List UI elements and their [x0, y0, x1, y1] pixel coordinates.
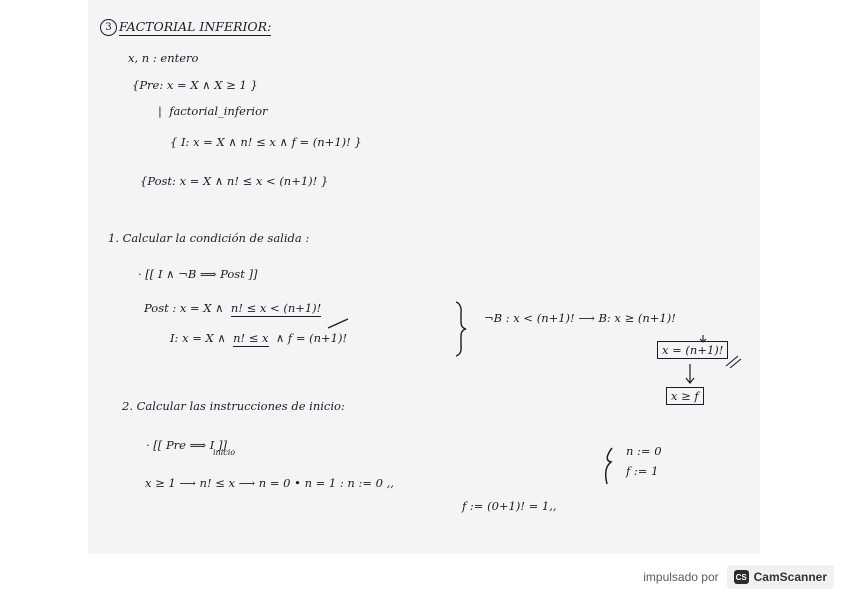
- step1-post-underlined: n! ≤ x < (n+1)!: [230, 301, 322, 315]
- double-tick: [726, 356, 741, 368]
- step2-derivation-line: x ≥ 1 ⟶ n! ≤ x ⟶ n = 0 • n = 1 : n := 0 ,,: [145, 476, 394, 490]
- step1-inv-suffix: ∧ f = (n+1)!: [275, 331, 348, 345]
- right-brace: [456, 302, 466, 356]
- camscanner-name: CamScanner: [753, 570, 827, 584]
- step1-inv-prefix: I: x = X ∧: [170, 331, 226, 345]
- cancel-slash: [328, 319, 348, 328]
- left-brace-init: [606, 448, 612, 484]
- step2-init-n: n := 0: [626, 444, 662, 458]
- step1-bullet: · [[ I ∧ ¬B ⟹ Post ]]: [138, 267, 258, 281]
- precondition: {Pre: x = X ∧ X ≥ 1 }: [132, 78, 258, 92]
- step1-box2: x ≥ f: [666, 387, 704, 405]
- camscanner-logo-icon: CS: [734, 570, 749, 584]
- step2-f-assignment: f := (0+1)! = 1,,: [462, 499, 557, 513]
- step1-post-prefix: Post : x = X ∧: [144, 301, 224, 315]
- step1-box1: x = (n+1)!: [657, 341, 728, 359]
- step1-inv-underlined: n! ≤ x: [233, 331, 269, 345]
- variable-declaration: x, n : entero: [128, 51, 199, 65]
- powered-by-text: impulsado por: [643, 570, 719, 584]
- camscanner-badge[interactable]: [727, 565, 834, 589]
- down-arrow-2: [686, 364, 694, 383]
- section-title-text: FACTORIAL INFERIOR:: [119, 19, 272, 34]
- section-number: 3: [100, 19, 117, 36]
- program-name-text: factorial_inferior: [169, 104, 268, 118]
- step1-negated-guard: ¬B : x < (n+1)! ⟶ B: x ≥ (n+1)!: [484, 311, 676, 325]
- down-arrow-1: [700, 335, 706, 342]
- step2-init-f: f := 1: [626, 464, 659, 478]
- invariant: { I: x = X ∧ n! ≤ x ∧ f = (n+1)! }: [170, 135, 362, 149]
- program-name: | factorial_inferior: [158, 104, 268, 118]
- step2-bullet-text: · [[ Pre ⟹ I ]]: [146, 438, 227, 452]
- scanner-footer: [643, 565, 834, 589]
- step2-heading: 2. Calcular las instrucciones de inicio:: [122, 399, 345, 413]
- step2-bullet-subscript: inicio: [213, 448, 236, 457]
- step1-heading: 1. Calcular la condición de salida :: [108, 231, 310, 245]
- postcondition: {Post: x = X ∧ n! ≤ x < (n+1)! }: [140, 174, 329, 188]
